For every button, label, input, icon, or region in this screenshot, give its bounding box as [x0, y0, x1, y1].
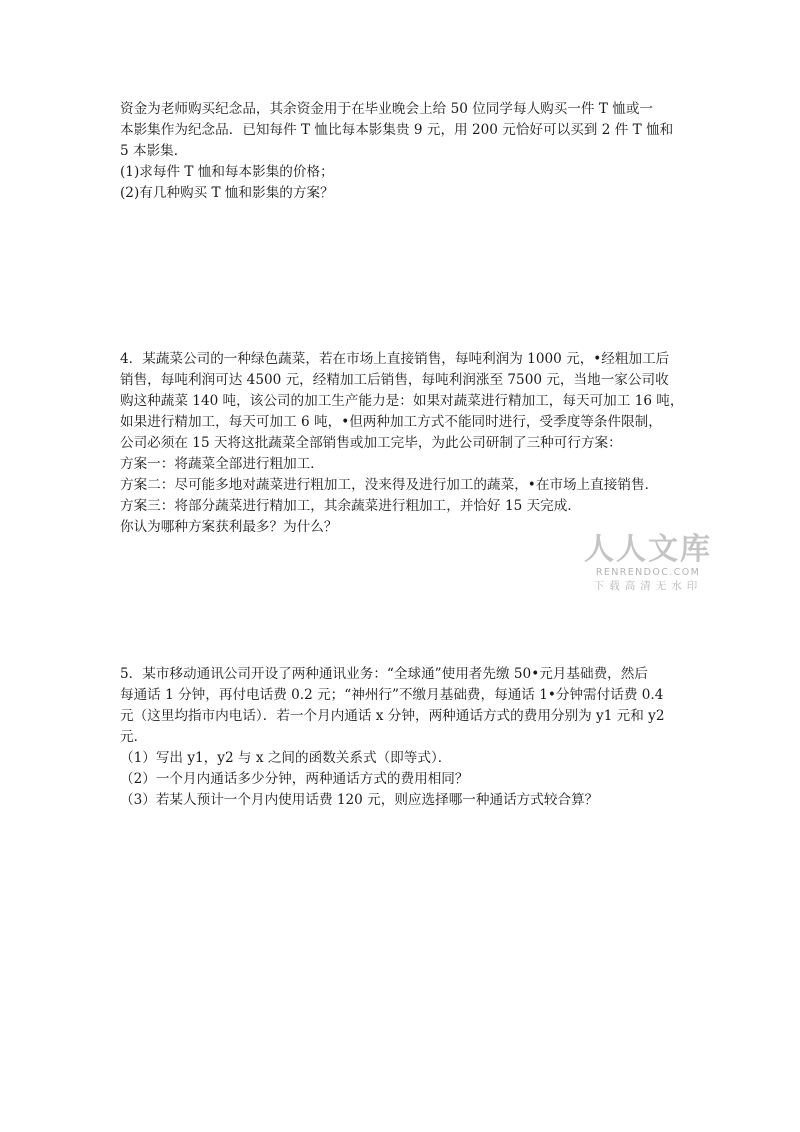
- problem-4-plan-3: 方案三：将部分蔬菜进行精加工，其余蔬菜进行粗加工，并恰好 15 天完成．: [120, 498, 581, 514]
- watermark-title: 人人文库: [584, 532, 712, 567]
- problem-5-question-1: （1）写出 y1，y2 与 x 之间的函数关系式（即等式）．: [120, 750, 452, 766]
- problem-3-question-2: (2)有几种购买 T 恤和影集的方案？: [120, 185, 334, 201]
- problem-4-text-line: 公司必须在 15 天将这批蔬菜全部销售或加工完毕，为此公司研制了三种可行方案：: [120, 435, 622, 451]
- problem-4-text-line: 4．某蔬菜公司的一种绿色蔬菜，若在市场上直接销售，每吨利润为 1000 元，•经粗加工后: [120, 351, 670, 367]
- problem-5-text-line: 5．某市移动通讯公司开设了两种通讯业务：“全球通”使用者先缴 50•元月基础费，然后: [120, 666, 648, 682]
- problem-3-question-1: (1)求每件 T 恤和每本影集的价格；: [120, 164, 334, 180]
- problem-5-text-line: 元（这里均指市内电话）．若一个月内通话 x 分钟，两种通话方式的费用分别为 y1 元和 y2: [120, 708, 665, 724]
- problem-3-text-line: 资金为老师购买纪念品，其余资金用于在毕业晚会上给 50 位同学每人购买一件 T 恤或一: [120, 101, 654, 117]
- problem-5-text-line: 元．: [120, 729, 148, 745]
- problem-4-question: 你认为哪种方案获利最多？为什么？: [120, 519, 338, 535]
- problem-3-text-line: 5 本影集．: [120, 143, 188, 159]
- problem-5-text-line: 每通话 1 分钟，再付电话费 0.2 元；“神州行”不缴月基础费，每通话 1•分钟需付话费 0.4: [120, 687, 664, 703]
- watermark-url: RENRENDOC.COM: [595, 567, 701, 578]
- problem-3-text-line: 本影集作为纪念品．已知每件 T 恤比每本影集贵 9 元，用 200 元恰好可以买到 2 件 T 恤和: [120, 122, 674, 138]
- problem-5-question-2: （2）一个月内通话多少分钟，两种通话方式的费用相同？: [120, 771, 469, 787]
- watermark-subtitle: 下载高清无水印: [593, 580, 703, 592]
- problem-4-text-line: 销售，每吨利润可达 4500 元，经精加工后销售，每吨利润涨至 7500 元，当地一家公司收: [120, 372, 669, 388]
- problem-5-question-3: （3）若某人预计一个月内使用话费 120 元，则应选择哪一种通话方式较合算？: [120, 792, 599, 808]
- problem-4-text-line: 购这种蔬菜 140 吨，该公司的加工生产能力是：如果对蔬菜进行精加工，每天可加工 16 吨，: [120, 393, 684, 409]
- watermark-logo: [583, 533, 713, 593]
- problem-4-plan-2: 方案二：尽可能多地对蔬菜进行粗加工，没来得及进行加工的蔬菜，•在市场上直接销售．: [120, 477, 659, 493]
- problem-4-text-line: 如果进行精加工，每天可加工 6 吨，•但两种加工方式不能同时进行，受季度等条件限制，: [120, 414, 662, 430]
- problem-4-plan-1: 方案一：将蔬菜全部进行粗加工．: [120, 456, 324, 472]
